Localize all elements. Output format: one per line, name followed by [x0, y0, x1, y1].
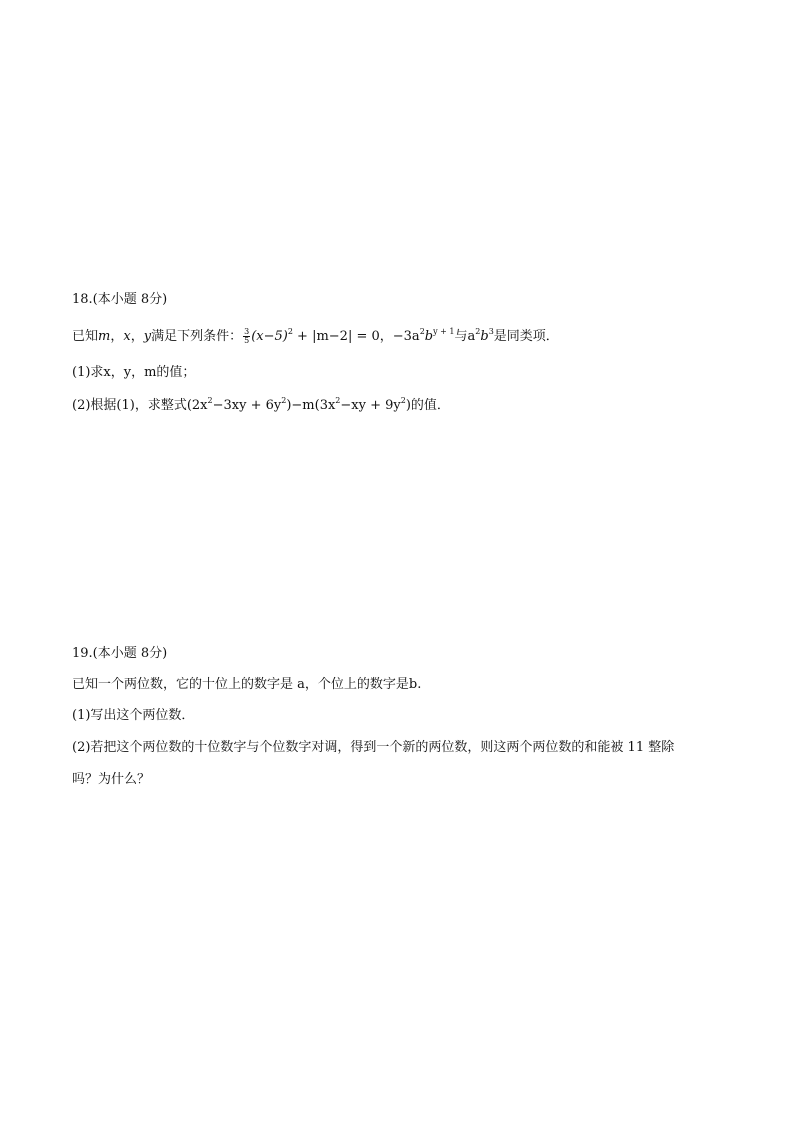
q18-p2-b: )−m(3x: [286, 398, 336, 413]
q18-var-y: y: [143, 329, 152, 344]
q18-p2-c: −xy + 9y: [340, 398, 401, 413]
q18-p2-exp1: 2: [207, 396, 213, 405]
q19-line1: 已知一个两位数，它的十位上的数字是 a，个位上的数字是b.: [72, 677, 422, 692]
q18-condition-end: 是同类项．: [493, 329, 559, 344]
q18-exp2: 2: [419, 327, 425, 336]
q18-exp5: 3: [488, 327, 494, 336]
q18-sep2: ，: [130, 329, 144, 344]
q19-part2-line1: (2)若把这个两位数的十位数字与个位数字对调，得到一个新的两位数，则这两个两位数的和能被 11 整除: [72, 740, 675, 755]
q18-fraction: [243, 328, 250, 345]
q18-frac-den: 5: [244, 336, 250, 345]
q18-p2-exp2: 2: [281, 396, 287, 405]
q18-exp3: y + 1: [433, 327, 455, 336]
q19-header: 19.(本小题 8分): [72, 646, 168, 661]
q18-p2-a: −3xy + 6y: [212, 398, 282, 413]
q18-exp1: 2: [287, 327, 293, 336]
q18-expr3: b: [424, 329, 434, 344]
q19-part2-line2: 吗？为什么？: [72, 772, 151, 787]
q18-expr1: (x−5): [251, 329, 288, 344]
q18-expr4: 与a: [454, 329, 476, 344]
q18-sep1: ，: [110, 329, 124, 344]
q18-part2-prefix: (2)根据(1)，求整式(2x: [72, 398, 208, 413]
q18-frac-num: 3: [244, 327, 250, 336]
q18-exp4: 2: [475, 327, 481, 336]
q18-header: 18.(本小题 8分): [72, 292, 168, 307]
q18-part1: (1)求x，y，m的值；: [72, 365, 196, 380]
q18-p2-d: )的值．: [405, 398, 450, 413]
q18-var-x: x: [123, 329, 131, 344]
q18-condition-mid: 满足下列条件：: [151, 329, 243, 344]
q18-expr5: b: [480, 329, 489, 344]
q18-expr2: + |m−2| = 0，−3a: [292, 329, 420, 344]
q18-condition: [72, 328, 559, 346]
q18-part2: [72, 397, 450, 415]
q18-p2-exp4: 2: [400, 396, 406, 405]
q18-p2-exp3: 2: [335, 396, 341, 405]
q18-var-m: m: [98, 329, 111, 344]
q19-part1: (1)写出这个两位数．: [72, 708, 195, 723]
q18-condition-prefix: 已知: [72, 329, 99, 344]
